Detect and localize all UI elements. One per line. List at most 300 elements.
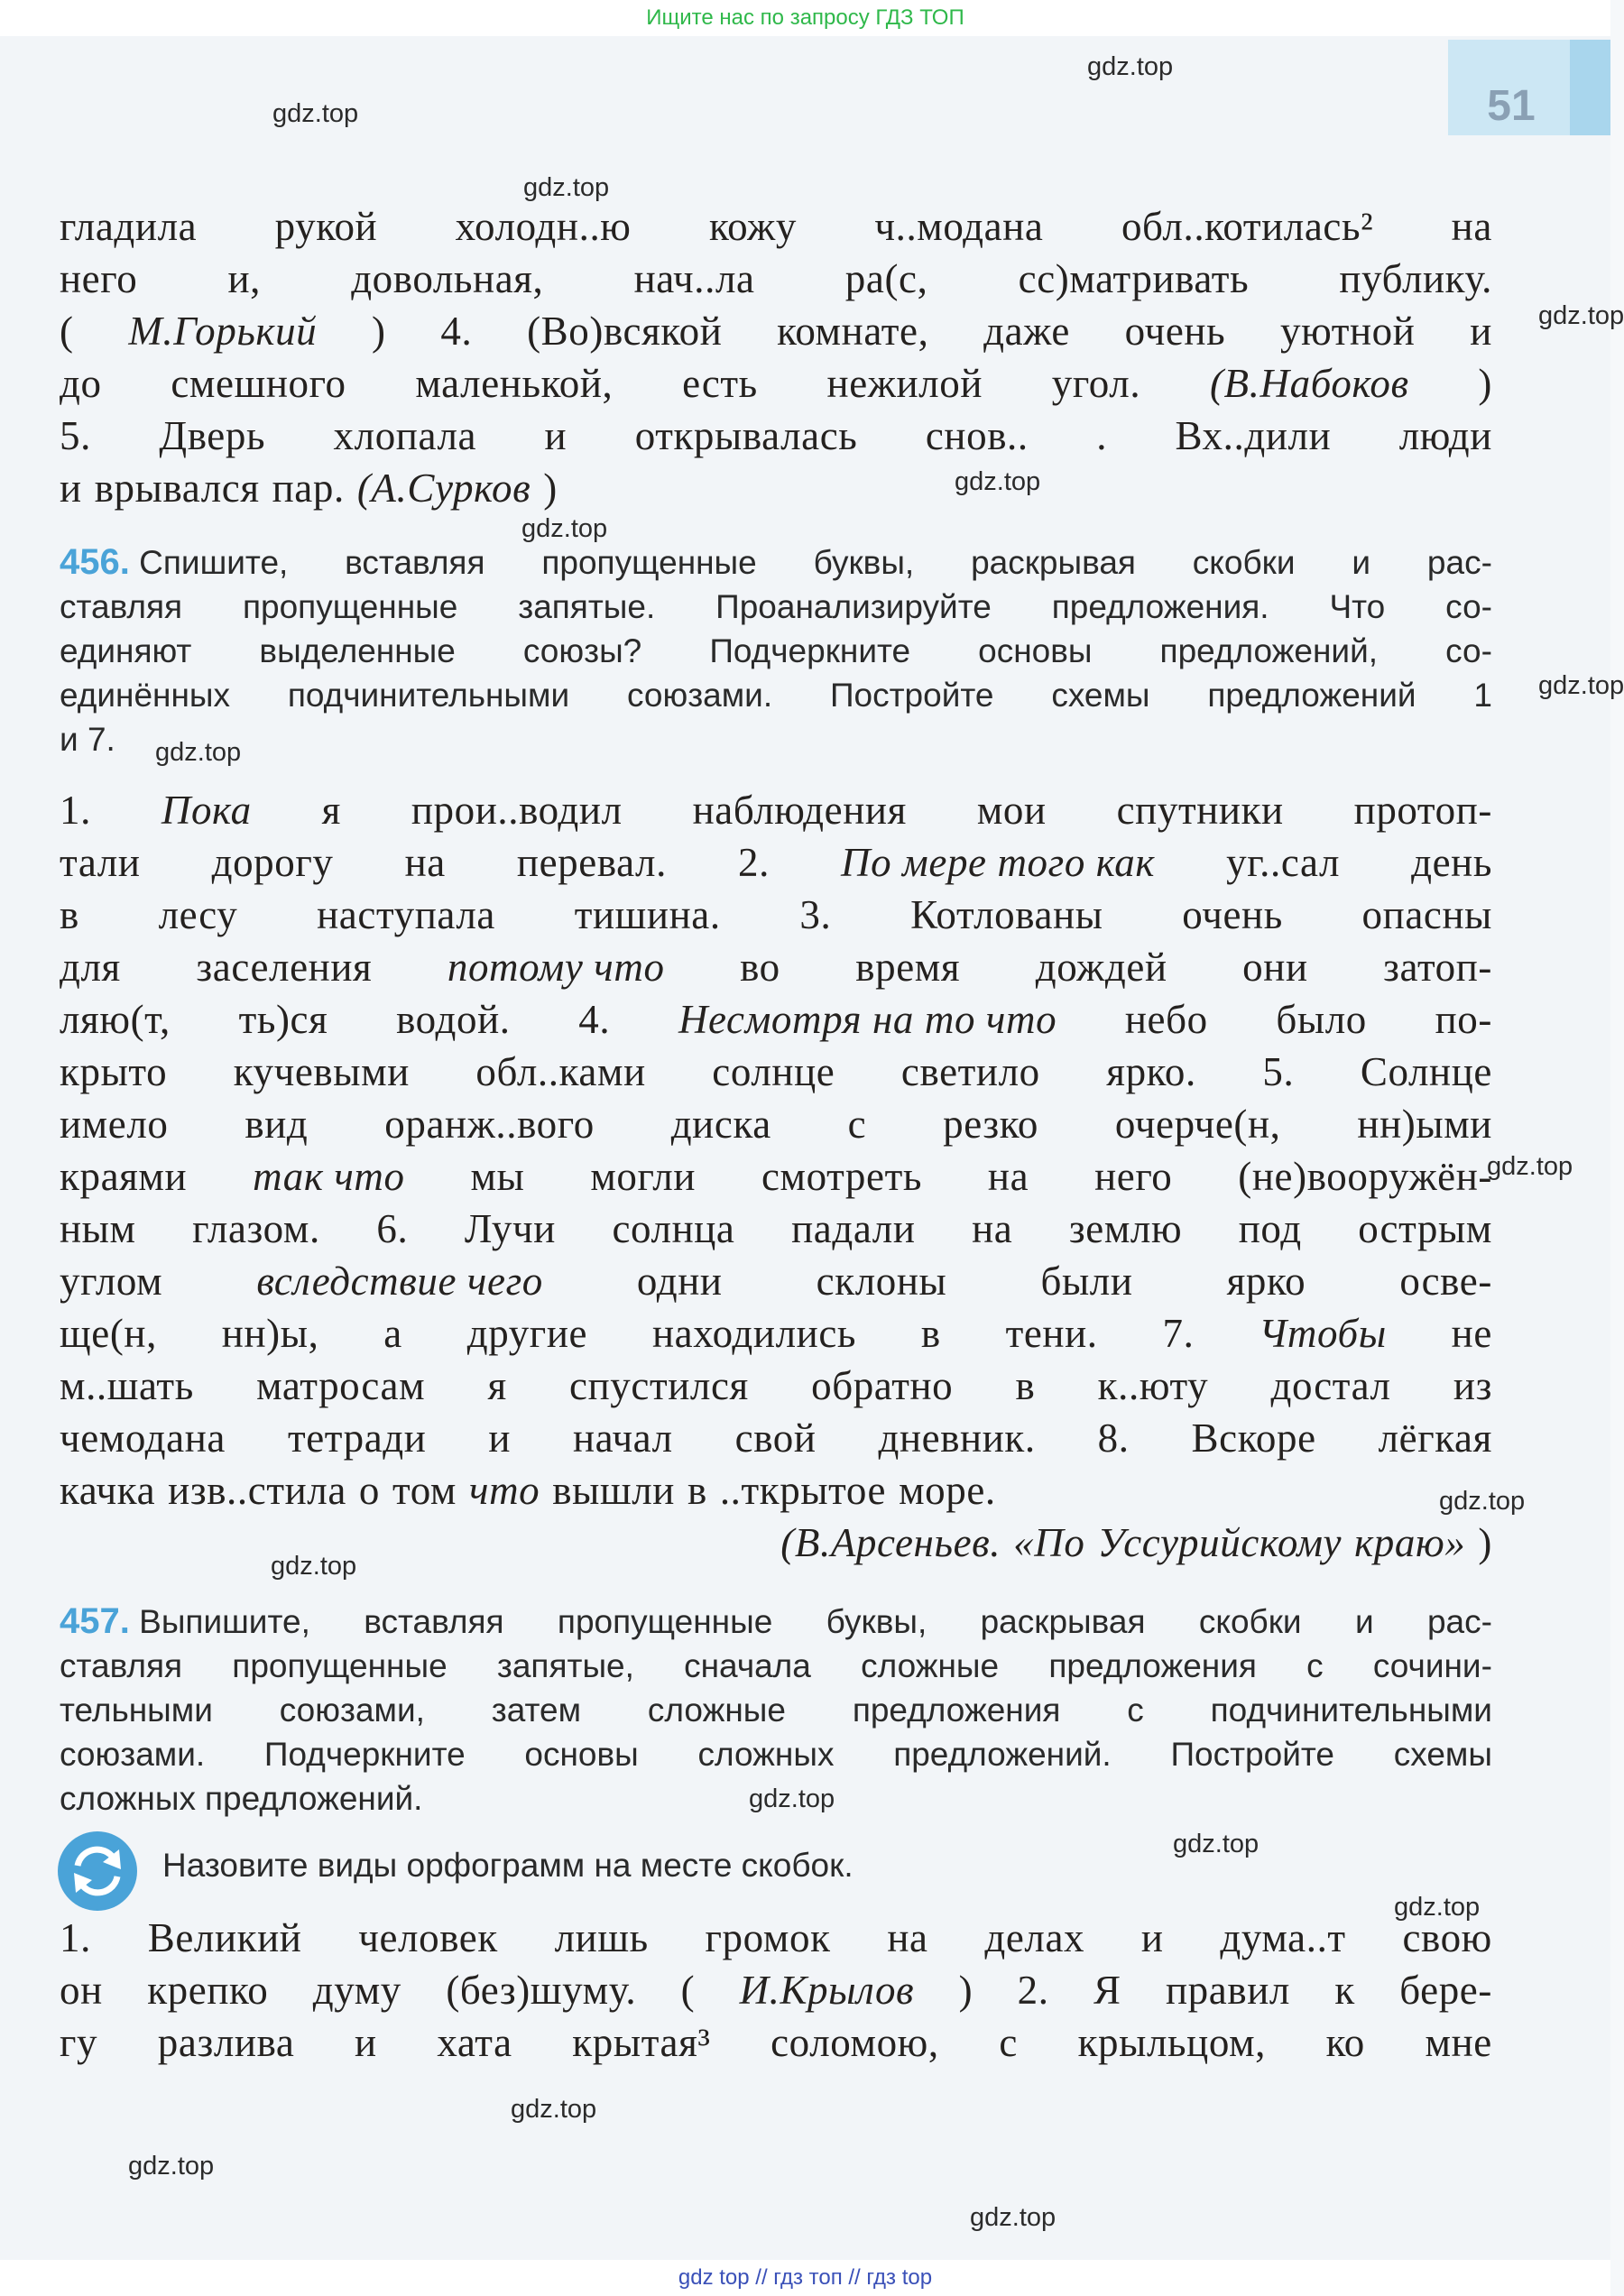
page-number: 51	[1487, 82, 1536, 130]
word: свою	[1402, 1915, 1492, 1960]
word: дума..т	[1220, 1915, 1346, 1960]
instruction-line	[60, 1732, 1492, 1776]
word: Солнце	[1360, 1049, 1492, 1094]
text-line	[60, 2016, 1492, 2069]
word: сложных	[60, 1780, 196, 1817]
word: лишь	[554, 1915, 649, 1960]
word: Подчеркните	[709, 632, 911, 669]
word: предложений.	[204, 1780, 423, 1817]
word: ч..модана	[874, 204, 1044, 249]
word: находились	[651, 1311, 857, 1356]
watermark: gdz.top	[271, 1552, 357, 1581]
word: Великий	[147, 1915, 302, 1960]
word: )	[958, 1968, 973, 2013]
word: единяют	[60, 632, 192, 669]
word: до	[60, 361, 102, 406]
word: Спишите,	[139, 544, 289, 581]
instruction-line	[60, 585, 1492, 629]
word: с	[847, 1102, 867, 1147]
word: свой	[734, 1415, 817, 1461]
word: заселения	[196, 945, 373, 990]
word: дневник.	[878, 1415, 1036, 1461]
word: на	[1451, 204, 1492, 249]
word: скобки	[1192, 544, 1296, 581]
word: рас-	[1426, 1603, 1492, 1640]
text-line	[60, 253, 1492, 305]
word: в	[60, 892, 79, 937]
word: Вскоре	[1191, 1415, 1316, 1461]
word: наступала	[317, 892, 495, 937]
word: ще(н,	[60, 1311, 157, 1356]
text-line	[60, 1412, 1492, 1464]
word: довольная,	[351, 256, 544, 301]
word: ставляя	[60, 588, 183, 625]
word: союзами.	[626, 677, 773, 714]
word: крытая³	[572, 2020, 711, 2065]
watermark: gdz.top	[521, 514, 608, 543]
task-lead	[60, 540, 288, 585]
instruction-line	[60, 629, 1492, 673]
watermark: gdz.top	[523, 173, 610, 202]
word: мои	[976, 788, 1047, 833]
word: запятые.	[518, 588, 656, 625]
watermark: gdz.top	[272, 99, 359, 128]
word: протоп-	[1353, 788, 1492, 833]
word: рукой	[274, 204, 378, 249]
word: ..ткрытое	[719, 1468, 887, 1513]
word: думу	[312, 1968, 401, 2013]
italic-word: что	[469, 1468, 540, 1513]
watermark: gdz.top	[1173, 1830, 1260, 1858]
word: запятые,	[496, 1647, 634, 1684]
word: и	[355, 2020, 377, 2065]
word: буквы,	[826, 1603, 927, 1640]
word: (Во)всякой	[527, 309, 723, 354]
word: под	[1238, 1206, 1302, 1251]
word: другие	[466, 1311, 588, 1356]
word: сложные	[861, 1647, 1000, 1684]
word: 1.	[60, 1915, 91, 1960]
word: подчинительными	[287, 677, 570, 714]
task-456-instructions	[60, 540, 1492, 761]
word: угол.	[1051, 361, 1141, 406]
italic-word: (В.Набоков	[1209, 361, 1409, 406]
word: основы	[978, 632, 1093, 669]
word: пар.	[272, 466, 345, 511]
word: и	[60, 466, 82, 511]
word: в	[1015, 1363, 1036, 1408]
word: матросам	[256, 1363, 426, 1408]
word: союзами.	[60, 1736, 206, 1773]
italic-word: краю»	[1354, 1520, 1466, 1565]
word: и 7.	[60, 721, 115, 758]
word: со-	[1445, 632, 1492, 669]
word: Подчеркните	[263, 1736, 466, 1773]
italic-word: Уссурийскому	[1097, 1520, 1343, 1565]
italic-word: так что	[253, 1154, 405, 1199]
instruction-line	[60, 673, 1492, 717]
word: схемы	[1393, 1736, 1492, 1773]
word: ть)ся	[238, 997, 328, 1042]
word: падали	[791, 1206, 916, 1251]
word: Выпишите,	[139, 1603, 310, 1640]
word: крепко	[147, 1968, 269, 2013]
word: гладила	[60, 204, 198, 249]
word: дождей	[1035, 945, 1167, 990]
word: 5.	[1262, 1049, 1295, 1094]
text-line	[60, 889, 1492, 941]
watermark: gdz.top	[955, 467, 1041, 496]
word: выделенные	[259, 632, 456, 669]
word: кучевыми	[233, 1049, 410, 1094]
word: вставляя	[364, 1603, 504, 1640]
word: 8.	[1097, 1415, 1130, 1461]
word: 3.	[799, 892, 832, 937]
word: 1.	[60, 788, 91, 833]
word: него	[1094, 1154, 1173, 1199]
word: со-	[1445, 588, 1492, 625]
word: затоп-	[1383, 945, 1492, 990]
word: диска	[670, 1102, 771, 1147]
word: солнце	[712, 1049, 835, 1094]
word: и,	[227, 256, 262, 301]
word: очерче(н,	[1114, 1102, 1281, 1147]
word: тали	[60, 840, 141, 885]
word: и	[1470, 309, 1492, 354]
word: нн)ы,	[221, 1311, 319, 1356]
word: и	[1354, 1603, 1374, 1640]
word: небо	[1124, 997, 1208, 1042]
word: начал	[572, 1415, 673, 1461]
word: и	[544, 413, 567, 458]
word: во	[740, 945, 780, 990]
top-search-banner[interactable]: Ищите нас по запросу ГДЗ ТОП	[0, 0, 1610, 36]
word: ным	[60, 1206, 136, 1251]
text-line	[60, 1203, 1492, 1255]
word: мне	[1425, 2020, 1492, 2065]
word: предложений	[1207, 677, 1416, 714]
word: люди	[1398, 413, 1492, 458]
word: 6.	[376, 1206, 409, 1251]
word: ярко	[1226, 1259, 1306, 1304]
text-line	[60, 200, 1492, 253]
word: ляю(т,	[60, 997, 171, 1042]
text-line	[60, 410, 1492, 462]
word: делах	[984, 1915, 1085, 1960]
instruction-line	[60, 717, 1492, 761]
word: вставляя	[345, 544, 485, 581]
word: 2.	[1017, 1968, 1049, 2013]
word: водой.	[396, 997, 511, 1042]
watermark: gdz.top	[1538, 671, 1624, 700]
word: с	[999, 2020, 1018, 2065]
text-line	[60, 462, 1492, 514]
word: уютной	[1279, 309, 1416, 354]
exercise-457-text	[60, 1912, 1492, 2069]
watermark: gdz.top	[1439, 1487, 1526, 1516]
word: могли	[590, 1154, 697, 1199]
word: 7.	[1162, 1311, 1195, 1356]
word: холодн..ю	[455, 204, 632, 249]
word: м..шать	[60, 1363, 194, 1408]
word: по-	[1435, 997, 1492, 1042]
word: день	[1411, 840, 1492, 885]
word: на	[404, 840, 446, 885]
word: на	[887, 1915, 928, 1960]
word: одни	[636, 1259, 723, 1304]
text-line	[60, 305, 1492, 357]
word: Что	[1329, 588, 1386, 625]
word: 4.	[578, 997, 611, 1042]
word: в	[687, 1468, 707, 1513]
word: сложные	[647, 1692, 786, 1729]
word: спутники	[1116, 788, 1284, 833]
word: (	[680, 1968, 696, 2013]
word: прои..водил	[411, 788, 623, 833]
word: достал	[1270, 1363, 1391, 1408]
word: изв..стила	[168, 1468, 346, 1513]
word: (без)шуму.	[446, 1968, 637, 2013]
italic-word: «По	[1013, 1520, 1085, 1565]
word: я	[321, 788, 341, 833]
word: Котлованы	[910, 892, 1103, 937]
word: осве-	[1399, 1259, 1492, 1304]
word: светило	[900, 1049, 1040, 1094]
word: хата	[437, 2020, 512, 2065]
orfo-hint-text: Назовите виды орфограмм на месте скобок.	[162, 1847, 854, 1884]
word: ко	[1325, 2020, 1365, 2065]
word: Я	[1093, 1968, 1121, 2013]
word: основы	[524, 1736, 639, 1773]
word: )	[1478, 361, 1492, 406]
word: крыто	[60, 1049, 168, 1094]
word: .	[1096, 413, 1108, 458]
word: ра(с,	[844, 256, 928, 301]
word: не	[1451, 1311, 1492, 1356]
word: дорогу	[211, 840, 334, 885]
word: 4.	[440, 309, 473, 354]
word: 2.	[738, 840, 770, 885]
watermark: gdz.top	[970, 2203, 1057, 2232]
watermark: gdz.top	[128, 2152, 215, 2181]
word: море.	[899, 1468, 996, 1513]
word: маленькой,	[415, 361, 614, 406]
word: с	[1127, 1692, 1144, 1729]
word: публику.	[1339, 256, 1492, 301]
word: перевал.	[516, 840, 667, 885]
word: тельными	[60, 1692, 213, 1729]
word: бере-	[1399, 1968, 1492, 2013]
word: лесу	[158, 892, 238, 937]
word: с	[1306, 1647, 1324, 1684]
word: рас-	[1426, 544, 1492, 581]
word: соломою,	[770, 2020, 939, 2065]
instruction-line	[60, 1600, 1492, 1644]
word: сначала	[684, 1647, 811, 1684]
word: раскрывая	[971, 544, 1136, 581]
word: снов..	[925, 413, 1029, 458]
word: громок	[705, 1915, 831, 1960]
word: очень	[1182, 892, 1283, 937]
word: обл..котилась²	[1121, 204, 1374, 249]
text-line	[60, 1255, 1492, 1307]
text-line	[60, 357, 1492, 410]
word: предложений,	[1159, 632, 1379, 669]
word: предложения	[852, 1692, 1061, 1729]
word: имело	[60, 1102, 169, 1147]
word: землю	[1068, 1206, 1183, 1251]
word: было	[1276, 997, 1367, 1042]
word: сочини-	[1372, 1647, 1492, 1684]
word: пропущенные	[541, 544, 757, 581]
word: раскрывая	[980, 1603, 1146, 1640]
word: сложных	[697, 1736, 835, 1773]
text-line	[60, 941, 1492, 993]
word: предложений.	[893, 1736, 1112, 1773]
text-line	[60, 1046, 1492, 1098]
word: я	[487, 1363, 507, 1408]
text-line	[60, 784, 1492, 836]
refresh-arrows-icon	[56, 1830, 139, 1913]
word: вышли	[552, 1468, 675, 1513]
word: том	[392, 1468, 457, 1513]
text-line	[60, 836, 1492, 889]
continuation-text	[60, 200, 1492, 514]
word: он	[60, 1968, 103, 2013]
word: очень	[1124, 309, 1226, 354]
word: для	[60, 945, 121, 990]
word: затем	[491, 1692, 582, 1729]
word: ярко.	[1106, 1049, 1196, 1094]
bottom-links-banner[interactable]: gdz top // гдз топ // гдз top	[0, 2260, 1610, 2296]
word: смотреть	[761, 1154, 922, 1199]
word: были	[1040, 1259, 1133, 1304]
italic-word: Чтобы	[1259, 1311, 1387, 1356]
watermark: gdz.top	[1538, 301, 1624, 330]
task-lead	[60, 1600, 310, 1644]
word: пропущенные	[242, 588, 458, 625]
word: хлопала	[333, 413, 477, 458]
word: глазом.	[192, 1206, 320, 1251]
word: пропущенные	[232, 1647, 448, 1684]
word: вид	[245, 1102, 309, 1147]
word: солнца	[612, 1206, 735, 1251]
word: к..юту	[1097, 1363, 1209, 1408]
word: в	[920, 1311, 941, 1356]
word: даже	[983, 309, 1070, 354]
italic-word: М.Горький	[128, 309, 318, 354]
word: Лучи	[464, 1206, 556, 1251]
word: открывалась	[634, 413, 858, 458]
word: время	[855, 945, 961, 990]
word: врывался	[94, 466, 260, 511]
italic-word: Пока	[161, 788, 252, 833]
word: человек	[358, 1915, 498, 1960]
word: из	[1453, 1363, 1492, 1408]
word: комнате,	[777, 309, 929, 354]
word: обратно	[811, 1363, 954, 1408]
watermark: gdz.top	[1487, 1152, 1573, 1181]
word: гу	[60, 2020, 98, 2065]
word: крыльцом,	[1077, 2020, 1266, 2065]
watermark: gdz.top	[155, 738, 242, 767]
word: к	[1334, 1968, 1355, 2013]
task-number: 457.	[60, 1601, 130, 1641]
exercise-456-text	[60, 784, 1492, 1569]
word: нач..ла	[633, 256, 755, 301]
word: оранж..вого	[384, 1102, 595, 1147]
word: кожу	[708, 204, 797, 249]
word: чемодана	[60, 1415, 226, 1461]
word: подчинительными	[1210, 1692, 1492, 1729]
instruction-line	[60, 540, 1492, 585]
word: союзы?	[522, 632, 642, 669]
word: союзами,	[279, 1692, 425, 1729]
word: предложения.	[1051, 588, 1269, 625]
word: 5.	[60, 413, 91, 458]
word: углом	[60, 1259, 163, 1304]
text-line	[60, 1307, 1492, 1360]
word: уг..сал	[1226, 840, 1341, 885]
word: есть	[682, 361, 758, 406]
word: разлива	[157, 2020, 295, 2065]
word: скобки	[1198, 1603, 1302, 1640]
word: буквы,	[813, 544, 915, 581]
word: сс)матривать	[1018, 256, 1250, 301]
text-line	[60, 1912, 1492, 1964]
text-line	[60, 1360, 1492, 1412]
italic-word: И.Крылов	[739, 1968, 915, 2013]
word: 1	[1473, 677, 1492, 714]
word: они	[1242, 945, 1308, 990]
italic-word: (В.Арсеньев.	[780, 1520, 1001, 1565]
word: тени.	[1005, 1311, 1098, 1356]
word: на	[987, 1154, 1029, 1199]
word: )	[543, 466, 558, 511]
word: )	[1478, 1520, 1492, 1565]
word: тетради	[287, 1415, 427, 1461]
text-line	[60, 993, 1492, 1046]
word: смешного	[171, 361, 346, 406]
text-line	[60, 1150, 1492, 1203]
italic-word: По мере того как	[841, 840, 1156, 885]
word: и	[488, 1415, 512, 1461]
word: )	[372, 309, 386, 354]
word: мы	[470, 1154, 525, 1199]
word: наблюдения	[692, 788, 907, 833]
word: Проанализируйте	[715, 588, 992, 625]
word: ставляя	[60, 1647, 183, 1684]
italic-word: вследствие чего	[256, 1259, 543, 1304]
text-line	[60, 1964, 1492, 2016]
watermark: gdz.top	[749, 1784, 835, 1813]
task-number: 456.	[60, 542, 130, 582]
word: склоны	[816, 1259, 947, 1304]
word: Постройте	[829, 677, 994, 714]
word: острым	[1358, 1206, 1492, 1251]
word: лёгкая	[1378, 1415, 1492, 1461]
word: и	[1140, 1915, 1164, 1960]
word: краями	[60, 1154, 188, 1199]
word: нежилой	[826, 361, 983, 406]
word: опасны	[1361, 892, 1492, 937]
word: обл..ками	[475, 1049, 646, 1094]
word: Постройте	[1170, 1736, 1334, 1773]
word: и	[1352, 544, 1371, 581]
watermark: gdz.top	[511, 2095, 597, 2124]
word: тишина.	[574, 892, 721, 937]
word: Вх..дили	[1175, 413, 1332, 458]
